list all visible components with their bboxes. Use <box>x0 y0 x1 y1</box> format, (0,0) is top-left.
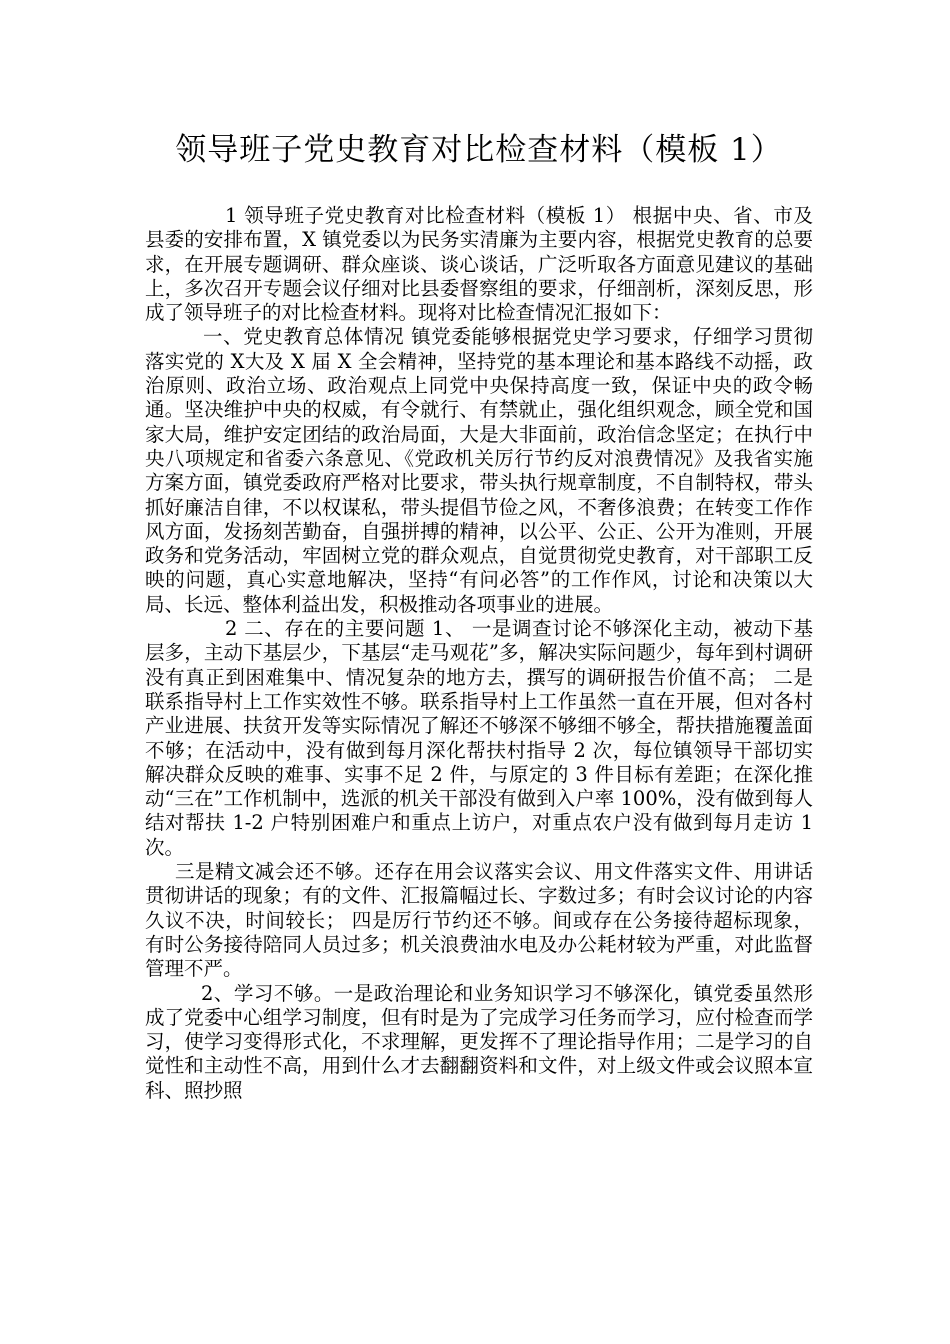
document-page <box>145 128 813 1103</box>
paragraph-overall-situation: 一、党史教育总体情况 镇党委能够根据党史学习要求，仔细学习贯彻落实党的 X大及 X 届 X 全会精神，坚持党的基本理论和基本路线不动摇，政治原则、政治立场、政治观点上同党中央保持高度一致，保证中央的政令畅通。坚决维护中央的权威，有令就行、有禁就止，强化组织观念，顾全党和国家大局，维护安定团结的政治局面，大是大非面前，政治信念坚定；在执行中央八项规定和省委六条意见、《党政机关厉行节约反对浪费情况》及我省实施方案方面，镇党委政府严格对比要求，带头执行规章制度，不自制特权，带头抓好廉洁自律，不以权谋私，带头提倡节俭之风，不奢侈浪费；在转变工作作风方面，发扬刻苦勤奋，自强拼搏的精神，以公平、公正、公开为准则，开展政务和党务活动，牢固树立党的群众观点，自觉贯彻党史教育，对干部职工反映的问题，真心实意地解决，坚持“有问必答”的工作作风，讨论和决策以大局、长远、整体利益出发，积极推动各项事业的进展。 <box>145 325 813 616</box>
paragraph-insufficient-study: 2、学习不够。一是政治理论和业务知识学习不够深化，镇党委虽然形成了党委中心组学习制度，但有时是为了完成学习任务而学习，应付检查而学习，使学习变得形式化，不求理解，更发挥不了理论指导作用；二是学习的自觉性和主动性不高，用到什么才去翻翻资料和文件，对上级文件或会议照本宣科、照抄照 <box>145 981 813 1102</box>
document-body <box>145 204 813 1103</box>
document-title: 领导班子党史教育对比检查材料（模板 1） <box>175 132 783 168</box>
paragraph-intro: 1 领导班子党史教育对比检查材料（模板 1） 根据中央、省、市及县委的安排布置，X 镇党委以为民务实清廉为主要内容，根据党史教育的总要求，在开展专题调研、群众座谈、谈心谈话，广泛听取各方面意见建议的基础上，多次召开专题会议仔细对比县委督察组的要求，仔细剖析，深刻反思，形成了领导班子的对比检查材料。现将对比检查情况汇报如下： <box>145 204 813 325</box>
paragraph-main-problems: 2 二、存在的主要问题 1、 一是调查讨论不够深化主动，被动下基层多，主动下基层少，下基层“走马观花”多，解决实际问题少，每年到村调研没有真正到困难集中、情况复杂的地方去，撰写的调研报告价值不高； 二是联系指导村上工作实效性不够。联系指导村上工作虽然一直在开展，但对各村产业进展、扶贫开发等实际情况了解还不够深不够细不够全，帮扶措施覆盖面不够；在活动中，没有做到每月深化帮扶村指导 2 次，每位镇领导干部切实解决群众反映的难事、实事不足 2 件，与原定的 3 件目标有差距；在深化推动“三在”工作机制中，选派的机关干部没有做到入户率 100%，没有做到每人结对帮扶 1-2 户特别困难户和重点上访户，对重点农户没有做到每月走访 1 次。 <box>145 617 813 859</box>
paragraph-meetings-frugality: 三是精文减会还不够。还存在用会议落实会议、用文件落实文件、用讲话贯彻讲话的现象；有的文件、汇报篇幅过长、字数过多；有时会议讨论的内容久议不决，时间较长； 四是厉行节约还不够。间或存在公务接待超标现象，有时公务接待陪同人员过多；机关浪费油水电及办公耗材较为严重，对此监督管理不严。 <box>145 860 813 981</box>
